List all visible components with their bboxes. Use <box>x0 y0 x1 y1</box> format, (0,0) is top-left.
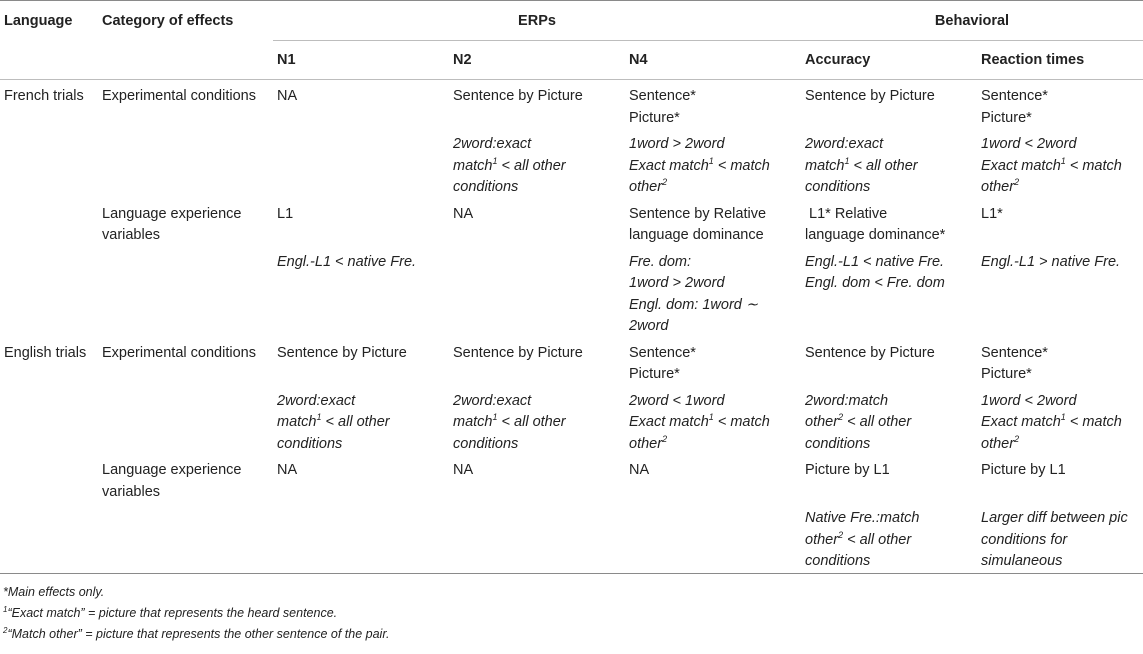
accuracy-cell: Sentence by Picture <box>805 88 935 104</box>
table-row <box>0 503 1143 573</box>
empty-cell <box>98 247 273 338</box>
footnote-marker: 2 <box>3 625 8 635</box>
table-row <box>0 80 1143 130</box>
header-accuracy: Accuracy <box>805 51 871 68</box>
cell-line <box>453 412 621 434</box>
cell-text: other <box>629 179 663 195</box>
cell-line <box>981 412 1139 434</box>
n4-cell <box>625 80 801 130</box>
cell-line: Native Fre.:match <box>805 510 920 526</box>
category-cell: Experimental conditions <box>102 88 256 104</box>
n2-cell: Sentence by Picture <box>453 344 583 361</box>
rt-detail-cell: Larger diff between pic conditions for simulaneous <box>981 510 1128 569</box>
n4-cell: Sentence by Relative language dominance <box>629 205 767 243</box>
accuracy-cell: Picture by L1 <box>805 462 890 478</box>
cell-line <box>805 412 973 434</box>
footnote-marker: 1 <box>708 155 714 166</box>
footnotes <box>0 574 1143 645</box>
cell-text: < all other <box>497 414 566 430</box>
cell-line: conditions <box>453 179 519 195</box>
footnote-main: *Main effects only. <box>3 584 105 599</box>
cell-text: < all other <box>849 157 918 174</box>
header-blank-1 <box>0 40 98 80</box>
empty-cell <box>98 386 273 456</box>
table-row <box>0 247 1143 338</box>
n2-cell: Sentence by Picture <box>453 88 583 104</box>
empty-cell <box>273 129 449 199</box>
accuracy-detail-cell <box>801 247 977 338</box>
cell-line: 1word < 2word <box>981 136 1077 152</box>
footnote-marker: 1 <box>708 412 714 422</box>
cell-line: 2word:match <box>805 392 889 409</box>
cell-line: Picture* <box>629 366 680 382</box>
footnote-marker: 1 <box>1060 412 1066 422</box>
n1-cell: Sentence by Picture <box>277 344 407 361</box>
header-n4: N4 <box>629 51 648 68</box>
footnote-marker: 1 <box>492 412 498 422</box>
footnote-marker: 2 <box>838 412 844 422</box>
category-cell: Language experience variables <box>102 205 242 243</box>
cell-line: 1word > 2word <box>629 136 725 152</box>
empty-cell <box>0 129 98 199</box>
cell-text: < match <box>1065 414 1122 430</box>
cell-text: Exact match <box>981 414 1061 430</box>
empty-cell <box>0 247 98 338</box>
cell-line: Picture* <box>629 109 680 126</box>
cell-text: Exact match <box>981 157 1061 174</box>
cell-line: conditions <box>805 179 871 195</box>
cell-text: Exact match <box>629 414 709 430</box>
empty-cell <box>0 455 98 503</box>
table-row <box>0 455 1143 503</box>
cell-line: Picture* <box>981 109 1032 126</box>
footnote-text: “Exact match” = picture that represents the heard sentence. <box>7 605 338 620</box>
cell-line: Sentence* <box>629 344 696 361</box>
cell-line <box>453 156 621 178</box>
footnote-marker: 2 <box>838 529 844 540</box>
cell-line: conditions <box>277 435 343 452</box>
accuracy-detail-cell <box>801 129 977 199</box>
empty-cell <box>625 503 801 573</box>
cell-line <box>981 156 1139 178</box>
header-category: Category of effects <box>102 13 234 29</box>
cell-text: match <box>453 414 493 430</box>
cell-line: conditions <box>805 435 871 452</box>
cell-text: Exact match <box>629 157 709 174</box>
cell-line: 2word < 1word <box>629 392 725 409</box>
header-behavioral <box>801 1 1143 41</box>
footnote-1 <box>3 603 1143 624</box>
cell-line: Engl. dom: 1word ∼ <box>629 296 759 313</box>
cell-text: < match <box>713 414 770 430</box>
cell-text: < match <box>1065 157 1122 174</box>
language-cell: English trials <box>4 344 87 361</box>
footnote-marker: 2 <box>662 433 668 444</box>
footnote-marker: 1 <box>1060 155 1066 166</box>
cell-line: Sentence* <box>981 344 1048 361</box>
empty-cell <box>0 386 98 456</box>
table-row <box>0 129 1143 199</box>
cell-line: Fre. dom: <box>629 253 692 270</box>
cell-line <box>805 156 973 178</box>
cell-text: other <box>981 179 1015 195</box>
n1-detail-cell <box>273 386 449 456</box>
cell-text: < all other <box>843 531 912 548</box>
empty-cell <box>0 199 98 247</box>
n1-cell: L1 <box>277 205 294 222</box>
empty-cell <box>273 503 449 573</box>
table-row <box>0 338 1143 386</box>
footnote-text: “Match other” = picture that represents the other sentence of the pair. <box>7 626 390 641</box>
footnote-marker: 2 <box>662 177 668 187</box>
cell-line: Engl.-L1 < native Fre. <box>805 253 945 270</box>
footnote-marker: 1 <box>3 604 8 614</box>
cell-text: < all other <box>497 157 566 174</box>
rt-detail-cell <box>977 386 1143 456</box>
empty-cell <box>449 503 625 573</box>
n4-detail-cell <box>625 386 801 456</box>
cell-line: 2word <box>629 318 669 334</box>
footnote-marker: 2 <box>1014 177 1020 187</box>
footnote-marker: 2 <box>1014 433 1020 444</box>
cell-line <box>629 177 797 199</box>
cell-line: Engl. dom < Fre. dom <box>805 275 945 291</box>
cell-line: 2word:exact <box>453 392 532 409</box>
accuracy-detail-cell <box>801 386 977 456</box>
cell-line: 1word > 2word <box>629 275 725 291</box>
n1-detail-cell: Engl.-L1 < native Fre. <box>277 253 417 270</box>
cell-line: L1* Relative <box>805 205 888 222</box>
header-n2: N2 <box>453 51 472 68</box>
language-cell: French trials <box>4 88 84 104</box>
header-behavioral-label: Behavioral <box>934 13 1010 29</box>
rt-cell <box>977 80 1143 130</box>
accuracy-cell <box>801 199 977 247</box>
cell-line <box>629 156 797 178</box>
n2-cell: NA <box>453 462 474 478</box>
n2-cell: NA <box>453 205 474 222</box>
header-rt: Reaction times <box>981 51 1085 68</box>
rt-cell <box>977 338 1143 386</box>
cell-line <box>981 434 1139 456</box>
cell-text: other <box>805 531 839 548</box>
cell-line: Picture* <box>981 366 1032 382</box>
cell-text: match <box>277 414 317 430</box>
cell-line <box>981 177 1139 199</box>
header-n1: N1 <box>277 51 296 68</box>
empty-cell <box>98 129 273 199</box>
footnote-marker: 1 <box>844 155 850 166</box>
n1-cell: NA <box>277 462 298 478</box>
cell-text: other <box>981 435 1015 452</box>
cell-line <box>629 434 797 456</box>
cell-text: < match <box>713 157 770 174</box>
table-row <box>0 386 1143 456</box>
cell-text: match <box>453 157 493 174</box>
cell-text: match <box>805 157 845 174</box>
cell-text: other <box>805 414 839 430</box>
cell-line: Sentence* <box>981 88 1048 104</box>
cell-text: other <box>629 435 663 452</box>
cell-line: 2word:exact <box>453 136 532 152</box>
cell-line <box>629 412 797 434</box>
cell-line: conditions <box>453 435 519 452</box>
rt-cell: L1* <box>981 205 1003 222</box>
cell-line: Sentence* <box>629 88 696 104</box>
cell-line <box>805 530 973 552</box>
table-row <box>0 199 1143 247</box>
accuracy-cell: Sentence by Picture <box>805 344 935 361</box>
n4-detail-cell <box>625 247 801 338</box>
rt-detail-cell <box>977 129 1143 199</box>
header-blank-2 <box>98 40 273 80</box>
n4-detail-cell <box>625 129 801 199</box>
cell-line: 2word:exact <box>277 392 356 409</box>
category-cell: Language experience variables <box>102 462 242 500</box>
footnote-marker: 1 <box>492 155 498 166</box>
n2-detail-cell <box>449 129 625 199</box>
footnote-2 <box>3 624 1143 645</box>
header-language: Language <box>4 13 73 29</box>
empty-cell <box>449 247 625 338</box>
n2-detail-cell <box>449 386 625 456</box>
header-erps <box>273 1 801 41</box>
rt-detail-cell: Engl.-L1 > native Fre. <box>981 253 1121 270</box>
empty-cell <box>0 503 98 573</box>
cell-line: language dominance* <box>805 227 946 243</box>
rt-cell: Picture by L1 <box>981 462 1066 478</box>
category-cell: Experimental conditions <box>102 344 256 361</box>
n1-cell: NA <box>277 88 298 104</box>
n4-cell: NA <box>629 462 650 478</box>
n4-cell <box>625 338 801 386</box>
cell-text: < all other <box>843 414 912 430</box>
cell-line <box>277 412 445 434</box>
cell-line: 2word:exact <box>805 136 884 152</box>
accuracy-detail-cell <box>801 503 977 573</box>
cell-line: 1word < 2word <box>981 392 1077 409</box>
cell-line: conditions <box>805 553 871 569</box>
cell-text: < all other <box>321 414 390 430</box>
header-erps-label: ERPs <box>518 13 556 29</box>
empty-cell <box>98 503 273 573</box>
footnote-marker: 1 <box>316 412 322 422</box>
